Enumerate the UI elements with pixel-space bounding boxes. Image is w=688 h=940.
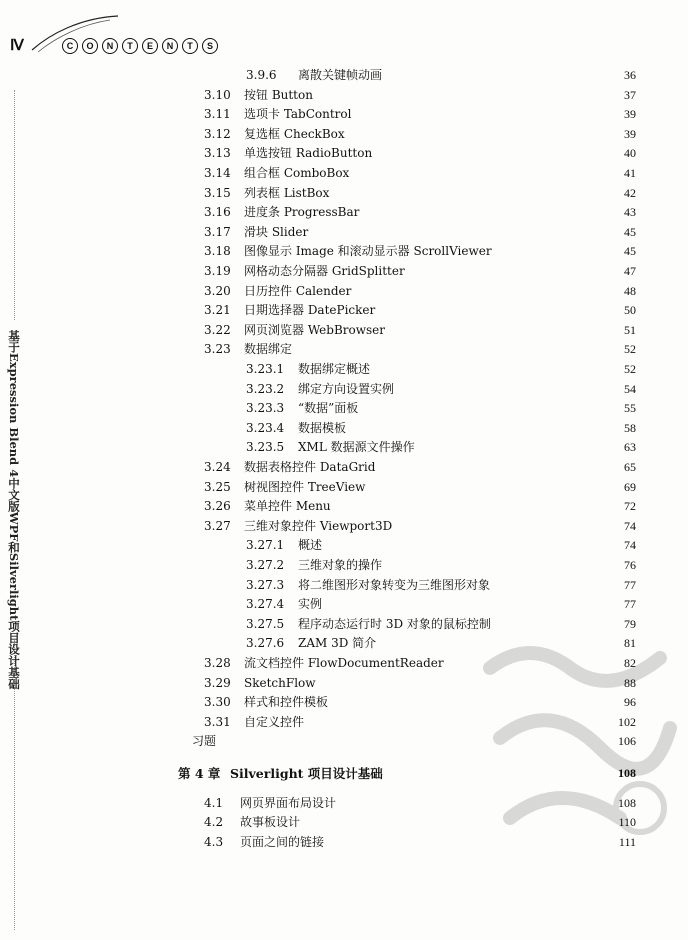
toc-entry-number: 3.27.6 — [246, 636, 285, 651]
toc-entry-title: 单选按钮 RadioButton — [244, 146, 373, 161]
toc-entry-title: 页面之间的链接 — [240, 834, 325, 849]
toc-entry-number: 4.1 — [204, 795, 224, 810]
toc-entry-number: 3.22 — [204, 322, 231, 337]
toc-entry[interactable] — [204, 223, 308, 242]
toc-entry-number: 3.31 — [204, 714, 231, 729]
toc-page-number: 39 — [624, 126, 636, 141]
toc-entry[interactable] — [204, 262, 405, 281]
toc-entry[interactable] — [204, 693, 328, 712]
toc-entry-number: 3.12 — [204, 126, 231, 141]
page-header — [0, 0, 688, 70]
toc-page-number: 55 — [624, 401, 636, 416]
toc-entry-title: Silverlight 项目设计基础 — [230, 766, 383, 781]
toc-entry-title: 习题 — [192, 734, 217, 749]
toc-entry-number: 3.27.1 — [246, 538, 285, 553]
toc-entry-title: 数据绑定 — [244, 342, 293, 357]
toc-entry[interactable] — [204, 674, 316, 693]
toc-entry-title: 选项卡 TabControl — [244, 107, 352, 122]
toc-entry-number: 3.19 — [204, 264, 231, 278]
toc-entry[interactable] — [204, 340, 292, 359]
toc-entry[interactable] — [204, 713, 304, 732]
toc-entry-title: 数据表格控件 DataGrid — [244, 460, 376, 474]
toc-entry-number: 3.26 — [204, 499, 231, 514]
margin-dotted-line — [14, 90, 16, 320]
contents-letter: T — [122, 38, 138, 54]
toc-entry-number: 3.30 — [204, 695, 231, 710]
toc-entry[interactable] — [204, 813, 300, 832]
toc-page-number: 74 — [624, 538, 636, 553]
toc-entry-number: 3.23 — [204, 342, 231, 357]
toc-page-number: 52 — [624, 342, 636, 357]
toc-entry[interactable] — [204, 184, 329, 203]
toc-entry-number: 3.27.5 — [246, 616, 285, 631]
toc-page-number: 108 — [618, 795, 636, 810]
toc-entry-number: 3.15 — [204, 185, 231, 200]
toc-entry-title: 实例 — [298, 597, 323, 612]
toc-page-number: 45 — [624, 244, 636, 259]
toc-page-number: 41 — [624, 166, 636, 180]
toc-entry[interactable] — [204, 654, 444, 673]
toc-entry-number: 3.27 — [204, 518, 231, 533]
toc-entry[interactable] — [246, 556, 382, 575]
toc-entry-title: 图像显示 Image 和滚动显示器 ScrollViewer — [244, 244, 492, 259]
toc-entry[interactable] — [246, 634, 376, 653]
toc-entry-number: 3.29 — [204, 675, 231, 690]
toc-page-number: 48 — [624, 283, 636, 298]
toc-entry-title: ZAM 3D 简介 — [298, 636, 377, 651]
toc-entry-title: XML 数据源文件操作 — [298, 440, 415, 455]
toc-page-number: 108 — [618, 766, 636, 780]
toc-entry[interactable] — [246, 360, 370, 379]
toc-page-number: 111 — [618, 834, 636, 849]
toc-entry[interactable] — [204, 301, 375, 320]
toc-entry-title: 按钮 Button — [244, 87, 313, 102]
toc-entry[interactable] — [204, 321, 385, 340]
toc-entry-number: 3.24 — [204, 460, 231, 474]
toc-entry[interactable] — [246, 615, 491, 634]
toc-entry-number: 3.23.3 — [246, 401, 285, 416]
toc-entry-number: 4.2 — [204, 815, 224, 830]
toc-entry[interactable] — [204, 164, 349, 183]
toc-page-number: 50 — [624, 303, 636, 318]
toc-entry-title: 组合框 ComboBox — [244, 166, 350, 180]
toc-entry-title: 流文档控件 FlowDocumentReader — [244, 656, 444, 670]
toc-page-number: 110 — [618, 815, 636, 830]
toc-entry[interactable] — [204, 478, 365, 497]
toc-entry[interactable] — [204, 242, 492, 261]
toc-page-number: 37 — [624, 87, 636, 102]
toc-entry[interactable] — [246, 66, 382, 85]
toc-page-number: 77 — [624, 597, 636, 612]
toc-entry-number: 3.18 — [204, 244, 231, 259]
toc-entry-number: 3.23.4 — [246, 420, 285, 435]
toc-page-number: 88 — [624, 675, 636, 690]
toc-entry-number: 3.23.1 — [246, 362, 285, 376]
toc-entry-title: 树视图控件 TreeView — [244, 479, 366, 494]
page-number: Ⅳ — [10, 38, 24, 54]
toc-entry-number: 3.25 — [204, 479, 231, 494]
contents-heading — [62, 38, 218, 54]
toc-entry[interactable] — [246, 536, 322, 555]
toc-entry[interactable] — [204, 105, 351, 124]
toc-entry-title: 滑块 Slider — [244, 224, 309, 239]
toc-page-number: 72 — [624, 499, 636, 514]
toc-entry-title: 概述 — [298, 538, 323, 553]
toc-entry-title: 自定义控件 — [244, 714, 305, 729]
toc-page-number: 42 — [624, 185, 636, 200]
toc-page-number: 63 — [624, 440, 636, 455]
toc-entry-title: 程序动态运行时 3D 对象的鼠标控制 — [298, 616, 491, 631]
toc-entry[interactable] — [246, 419, 346, 438]
toc-entry-number: 3.27.2 — [246, 558, 285, 572]
toc-page-number: 36 — [624, 68, 636, 82]
contents-letter: T — [182, 38, 198, 54]
toc-entry[interactable] — [204, 144, 372, 163]
toc-page-number: 102 — [618, 714, 636, 729]
toc-entry[interactable] — [204, 203, 359, 222]
toc-entry[interactable] — [246, 438, 415, 457]
toc-page-number: 76 — [624, 558, 636, 572]
toc-entry-title: 日期选择器 DatePicker — [244, 303, 376, 318]
toc-page-number: 54 — [624, 381, 636, 396]
toc-entry[interactable] — [178, 764, 383, 783]
toc-entry-number: 3.13 — [204, 146, 231, 161]
toc-entry[interactable] — [204, 497, 331, 516]
toc-entry[interactable] — [204, 86, 313, 105]
toc-entry-title: 绑定方向设置实例 — [298, 381, 395, 396]
toc-entry[interactable] — [246, 380, 394, 399]
toc-entry-number: 3.21 — [204, 303, 231, 318]
toc-entry-number: 3.16 — [204, 205, 231, 220]
toc-entry-title: SketchFlow — [244, 675, 316, 690]
contents-letter: O — [82, 38, 98, 54]
contents-letter: S — [202, 38, 218, 54]
library-seal-watermark-icon — [470, 628, 680, 848]
toc-entry-title: 三维对象的操作 — [298, 558, 383, 572]
toc-entry-title: 故事板设计 — [240, 815, 301, 830]
toc-entry-number: 3.10 — [204, 87, 231, 102]
toc-entry-title: 列表框 ListBox — [244, 185, 330, 200]
toc-page-number: 40 — [624, 146, 636, 161]
toc-entry[interactable] — [246, 595, 322, 614]
toc-entry-number: 3.27.3 — [246, 577, 285, 592]
toc-entry[interactable] — [204, 282, 351, 301]
toc-entry[interactable] — [204, 125, 345, 144]
toc-page-number: 106 — [618, 734, 636, 749]
toc-entry-title: 网页界面布局设计 — [240, 795, 337, 810]
toc-page-number: 39 — [624, 107, 636, 122]
toc-entry-title: 样式和控件模板 — [244, 695, 329, 710]
toc-entry-title: “数据”面板 — [298, 401, 359, 416]
book-title-vertical: 基于Expression Blend 4中文版WPF和Silverlight项目设计基础 — [7, 330, 21, 690]
toc-entry-number: 第 4 章 — [178, 766, 221, 781]
toc-entry-title: 数据绑定概述 — [298, 362, 371, 376]
toc-entry-number: 3.28 — [204, 656, 231, 670]
toc-page-number: 65 — [624, 460, 636, 474]
toc-entry-title: 离散关键帧动画 — [298, 68, 383, 82]
toc-entry-title: 数据模板 — [298, 420, 347, 435]
contents-letter: N — [162, 38, 178, 54]
toc-entry-number: 3.17 — [204, 224, 231, 239]
toc-entry-number: 4.3 — [204, 834, 224, 849]
toc-entry[interactable] — [204, 458, 375, 477]
toc-entry-title: 三维对象控件 Viewport3D — [244, 518, 393, 533]
toc-page-number: 96 — [624, 695, 636, 710]
toc-page-number: 43 — [624, 205, 636, 220]
toc-page-number: 79 — [624, 616, 636, 631]
toc-page-number: 77 — [624, 577, 636, 592]
toc-entry-title: 网格动态分隔器 GridSplitter — [244, 264, 405, 278]
toc-entry-title: 复选框 CheckBox — [244, 126, 345, 141]
toc-entry-number: 3.23.5 — [246, 440, 285, 455]
toc-page-number: 74 — [624, 518, 636, 533]
toc-entry-title: 将二维图形对象转变为三维图形对象 — [298, 577, 491, 592]
toc-entry[interactable] — [204, 794, 336, 813]
toc-entry[interactable] — [192, 732, 216, 751]
toc-page-number: 81 — [624, 636, 636, 651]
contents-letter: N — [102, 38, 118, 54]
toc-entry[interactable] — [204, 517, 392, 536]
toc-entry-title: 日历控件 Calender — [244, 283, 352, 298]
toc-page-number: 82 — [624, 656, 636, 670]
toc-page-number: 69 — [624, 479, 636, 494]
toc-entry-number: 3.27.4 — [246, 597, 285, 612]
toc-entry-number: 3.9.6 — [246, 68, 277, 82]
toc-entry-title: 网页浏览器 WebBrowser — [244, 322, 386, 337]
toc-entry[interactable] — [246, 399, 358, 418]
contents-letter: C — [62, 38, 78, 54]
toc-entry[interactable] — [204, 833, 324, 852]
toc-entry-number: 3.20 — [204, 283, 231, 298]
toc-page-number: 52 — [624, 362, 636, 376]
toc-entry-number: 3.11 — [204, 107, 231, 122]
toc-page-number: 47 — [624, 264, 636, 278]
contents-letter: E — [142, 38, 158, 54]
toc-entry-number: 3.14 — [204, 166, 231, 180]
toc-entry-title: 进度条 ProgressBar — [244, 205, 360, 220]
toc-page-number: 51 — [624, 322, 636, 337]
toc-page-number: 45 — [624, 224, 636, 239]
toc-page-number: 58 — [624, 420, 636, 435]
toc-entry-title: 菜单控件 Menu — [244, 499, 331, 514]
toc-entry-number: 3.23.2 — [246, 381, 285, 396]
toc-entry[interactable] — [246, 576, 490, 595]
